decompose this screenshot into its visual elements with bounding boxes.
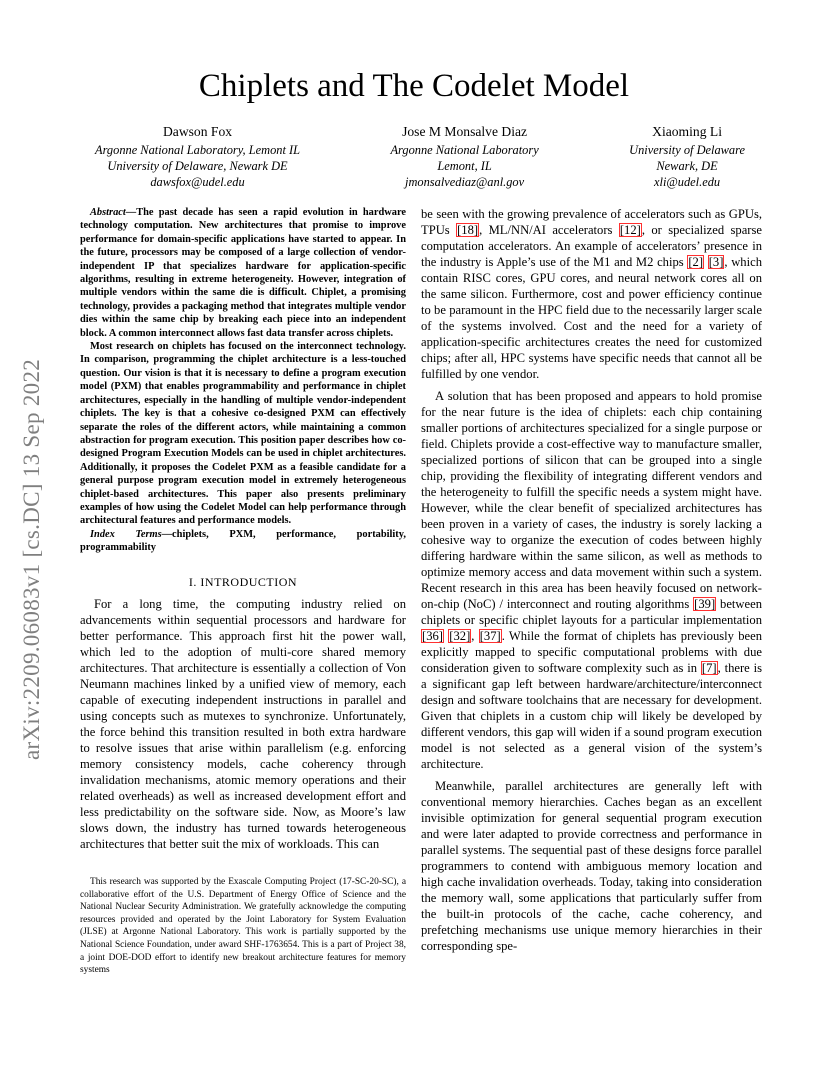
arxiv-identifier: arXiv:2209.06083v1 [cs.DC] 13 Sep 2022 <box>19 358 44 760</box>
abstract-paragraph: Most research on chiplets has focused on the interconnect technology. In comparison, programming the chiplet architecture is a less-touched question. Our vision is that it is necessary to define a program execution model (PXM) that enables programmability and performance in chiplet architectures, especially in the handling of multiple vendor-independent chiplets. The key is that a cohesive co-designed PXM can effectively separate the roles of the different actors, while maintaining a common abstraction for program execution. This position paper describes how co-designed Program Execution Models can be used in chiplet architectures. Additionally, it proposes the Codelet PXM as a feasible candidate for a general purpose program execution model in extremely heterogeneous chiplet-based architectures. This paper also presents preliminary examples of how using the Codelet Model can help performance through architectural features and performance models. <box>80 341 406 527</box>
body-paragraph <box>421 388 762 772</box>
text-run: , there is a significant gap left between hardware/architecture/interconnect design and software toolchains that are necessary for development. Given that chiplets in a custom chip will likely be developed by different vendors, this gap will widen if a sound program execution model is not selected as a general vision of the system’s architecture. <box>421 661 762 771</box>
abstract-paragraph <box>80 206 406 340</box>
text-run: A solution that has been proposed and appears to hold promise for the near future is the idea of chiplets: each chip containing smaller portions of architectures specialized for a single purpose or field. Chiplets provide a cost-effective way to manufacture smaller, specialized portions of silicon that can be grouped into a single chip, providing the flexibility of integrating different vendors and the heterogeneity to fulfill the specific needs a system might have. However, while the clear benefit of specialized architectures has been proven in a variety of cases, the industry is sorely lacking a cohesive way to organize the execution of codes between highly differing hardware within the same silicon, as well as methods to optimize memory access and data movement within such a system. Recent research in this area has been heavily focused on network-on-chip (NoC) / interconnect and routing algorithms <box>421 389 762 611</box>
body-paragraph <box>421 206 762 382</box>
author-affiliation: Lemont, IL <box>437 159 492 173</box>
body-paragraph: For a long time, the computing industry relied on advancements within sequential processors and hardware for better performance. This approach first hit the power wall, which led to the adoption of multi-core shared memory architectures. That architecture is essentially a collection of Von Neumann machines linked by a unified view of memory, each capable of executing independent instructions in parallel and using concepts such as mutexes to synchronize. Unfortunately, the force behind this transition resulted in both extra hardware to resolve issues that arise within parallelism (e.g. enforcing memory consistency models, cache coherency through invalidation mechanisms, atomic memory operations and their related overheads) as well as increased development effort and less predictability on the software side. Now, as Moore’s law slows down, the industry has turned towards heterogeneous architectures that better suit the mix of workloads. This can <box>80 596 406 851</box>
author-name: Xiaoming Li <box>652 124 722 139</box>
body-paragraph: Meanwhile, parallel architectures are generally left with conventional memory hierarchies. Caches began as an excellent invisible optimization for general sequential program execution and were later adapted to provide correctness and performance in parallel systems. The sequential past of these designs force parallel programmers to contend with ambiguous memory location and high cache invalidation overheads. Today, taking into consideration the memory wall, some applications that particularly suffer from the built-in protocols of the cache, cache coherency, and prefetching mechanisms use unique memory hierarchies in their corresponding spe- <box>421 779 762 953</box>
author-block <box>95 122 745 190</box>
section-heading: I. INTRODUCTION <box>188 574 298 589</box>
index-terms-label: Index Terms <box>90 528 162 540</box>
text-run: , or specialized sparse computation accelerators. An example of accelerators’ presence in the industry is Apple’s use of the M1 and M2 chips <box>421 223 762 269</box>
abstract <box>80 206 406 555</box>
author-name: Jose M Monsalve Diaz <box>402 124 528 139</box>
author-affiliation: University of Delaware, Newark DE <box>107 159 288 173</box>
text-run: . While the format of chiplets has previously been explicitly mapped to specific computational problems with due consideration given to software complexity such as in <box>421 629 762 675</box>
citation-link[interactable]: [2] <box>688 255 704 269</box>
citation-link[interactable]: [18] <box>457 223 479 237</box>
author-email: dawsfox@udel.edu <box>150 175 245 189</box>
right-column <box>421 206 762 960</box>
text-run: , which contain RISC cores, GPU cores, and neural network cores all on the same silicon. Furthermore, cost and power efficiency continue to be paramount in the HPC field due to the necessarily larger scale of the systems involved. Cost and the need for a variety of application-specific architectures creates the need for customized chips; after all, HPC systems have specific needs that cannot all be fulfilled by one vendor. <box>421 255 762 381</box>
left-column <box>80 206 406 852</box>
citation-link[interactable]: [39] <box>694 597 716 611</box>
text-run: between chiplets or specific chiplet layouts for a particular implementation <box>421 597 763 627</box>
citation-link[interactable]: [12] <box>619 223 641 237</box>
abstract-text: —The past decade has seen a rapid evolution in hardware technology computation. New architectures that promise to improve performance for domain-specific applications have started to appear. In the future, processors may be composed of a large collection of vendor-independent IP that specializes hardware for application-specific algorithms, resulting in extreme heterogeneity. However, integration of multiple vendors within the same die is difficult. Chiplet, a promising technology, provides a packaging method that integrates multiple vendor dies within the same chip by breaking each piece into an independent block. A common interconnect allows fast data transfer across chiplets. <box>80 207 406 339</box>
author-affiliation: Argonne National Laboratory, Lemont IL <box>95 143 301 157</box>
footnote-text: This research was supported by the Exascale Computing Project (17-SC-20-SC), a collaborative effort of the U.S. Department of Energy Office of Science and the National Nuclear Security Administration. We gratefully acknowledge the computing resources provided and operated by the Joint Laboratory for System Evaluation (JLSE) at Argonne National Laboratory. This work is partially supported by the National Science Foundation, under award SHF-1763654. This is a part of Project 38, a joint DOE-DOD effort to identify new breakout architecture features for memory systems <box>80 877 406 976</box>
citation-link[interactable]: [32] <box>449 629 471 643</box>
citation-link[interactable]: [36] <box>422 629 443 643</box>
author-affiliation: University of Delaware <box>629 143 745 157</box>
citation-link[interactable]: [3] <box>708 255 724 269</box>
author-2 <box>390 122 538 190</box>
text-run: be seen with the growing prevalence of accelerators such as GPUs, TPUs <box>421 207 762 237</box>
abstract-label: Abstract <box>90 207 126 218</box>
citation-link[interactable]: [37] <box>479 629 501 643</box>
author-affiliation: Argonne National Laboratory <box>390 143 539 157</box>
author-1 <box>95 122 300 190</box>
citation-link[interactable]: [7] <box>701 661 717 675</box>
author-name: Dawson Fox <box>162 124 233 139</box>
author-affiliation: Newark, DE <box>656 159 718 173</box>
footnote <box>80 876 406 977</box>
text-run: , ML/NN/AI accelerators <box>479 223 619 237</box>
author-email: jmonsalvediaz@anl.gov <box>405 175 525 189</box>
paper-title: Chiplets and The Codelet Model <box>198 68 630 104</box>
author-3 <box>629 122 745 190</box>
text-run: , <box>471 629 479 643</box>
index-terms <box>80 528 406 555</box>
author-email: xli@udel.edu <box>654 175 721 189</box>
index-terms-text: —chiplets, PXM, performance, portability, programmability <box>80 528 406 554</box>
intro-body <box>80 596 406 852</box>
